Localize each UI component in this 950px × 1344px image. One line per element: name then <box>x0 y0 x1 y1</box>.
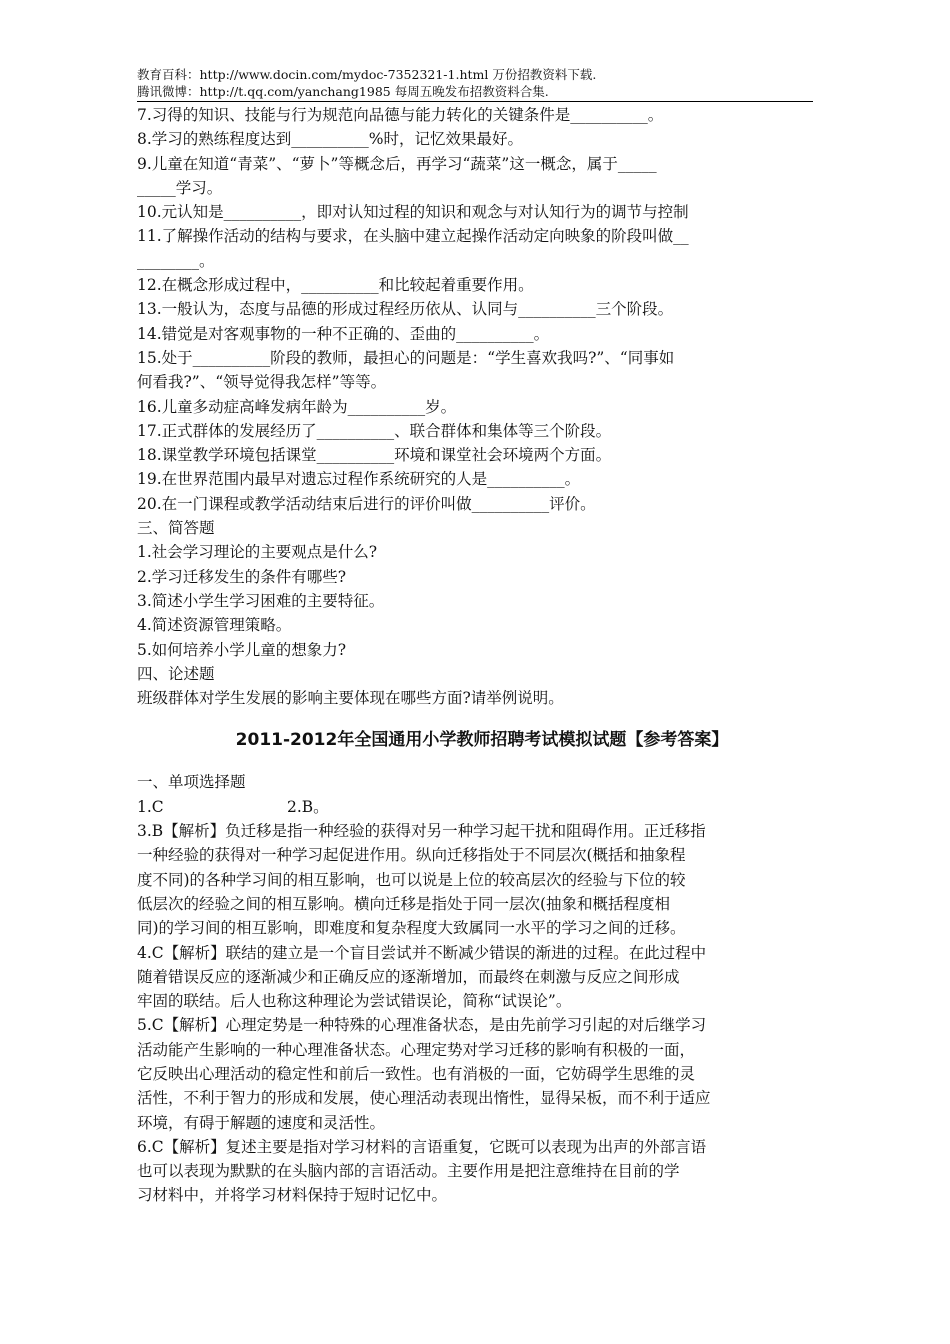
answer-row <box>137 795 817 819</box>
essay-question: 班级群体对学生发展的影响主要体现在哪些方面?请举例说明。 <box>137 689 564 708</box>
fill-blank-line: ________。 <box>137 251 215 270</box>
answer-line: 活动能产生影响的一种心理准备状态。心理定势对学习迁移的影响有积极的一面， <box>137 1040 696 1059</box>
fill-blank-line: 11.了解操作活动的结构与要求，在头脑中建立起操作活动定向映象的阶段叫做__ <box>137 227 689 246</box>
answer-line: 5.C【解析】心理定势是一种特殊的心理准备状态，是由先前学习引起的对后继学习 <box>137 1016 707 1035</box>
fill-blank-line: 17.正式群体的发展经历了__________、联合群体和集体等三个阶段。 <box>137 421 612 440</box>
answer-line: 6.C【解析】复述主要是指对学习材料的言语重复，它既可以表现为出声的外部言语 <box>137 1137 707 1156</box>
document-body <box>137 103 817 1208</box>
answer-line: 环境，有碍于解题的速度和灵活性。 <box>137 1113 386 1132</box>
section-heading-short-answer: 三、简答题 <box>137 519 215 538</box>
answer-line: 同)的学习间的相互影响，即难度和复杂程度大致属同一水平的学习之间的迁移。 <box>137 919 686 938</box>
answer-line: 随着错误反应的逐渐减少和正确反应的逐渐增加，而最终在刺激与反应之间形成 <box>137 967 680 986</box>
fill-blank-line: 7.习得的知识、技能与行为规范向品德与能力转化的关键条件是__________。 <box>137 106 664 124</box>
fill-blank-line: _____学习。 <box>137 178 223 197</box>
answer-line: 它反映出心理活动的稳定性和前后一致性。也有消极的一面，它妨碍学生思维的灵 <box>137 1064 696 1083</box>
fill-blank-line: 9.儿童在知道“青菜”、“萝卜”等概念后，再学习“蔬菜”这一概念，属于_____ <box>137 154 657 173</box>
spacer <box>137 710 817 722</box>
fill-blank-line: 何看我?”、“领导觉得我怎样”等等。 <box>137 373 387 392</box>
short-answer-question: 1.社会学习理论的主要观点是什么? <box>137 543 378 562</box>
answer-line: 牢固的联结。后人也称这种理论为尝试错误论，简称“试误论”。 <box>137 992 572 1011</box>
answer-1: 1.C <box>137 797 164 816</box>
fill-blank-line: 19.在世界范围内最早对遗忘过程作系统研究的人是__________。 <box>137 470 581 489</box>
section-heading-multiple-choice: 一、单项选择题 <box>137 773 246 792</box>
answer-line: 习材料中，并将学习材料保持于短时记忆中。 <box>137 1186 448 1205</box>
fill-blank-line: 14.错觉是对客观事物的一种不正确的、歪曲的__________。 <box>137 324 550 343</box>
answer-line: 一种经验的获得对一种学习起促进作用。纵向迁移指处于不同层次(概括和抽象程 <box>137 846 686 865</box>
section-heading-essay: 四、论述题 <box>137 664 215 683</box>
header-divider <box>137 101 813 102</box>
fill-blank-line: 16.儿童多动症高峰发病年龄为__________岁。 <box>137 397 457 416</box>
header-line-weibo: 腾讯微博：http://t.qq.com/yanchang1985 每周五晚发布招教资料合集. <box>137 84 549 99</box>
answer-line: 活性，不利于智力的形成和发展，使心理活动表现出惰性，显得呆板，而不利于适应 <box>137 1089 711 1108</box>
fill-blank-line: 12.在概念形成过程中，__________和比较起着重要作用。 <box>137 276 534 295</box>
header-line-docin: 教育百科：http://www.docin.com/mydoc-7352321-1.html 万份招教资料下载. <box>137 67 597 82</box>
answer-line: 4.C【解析】联结的建立是一个盲目尝试并不断减少错误的渐进的过程。在此过程中 <box>137 943 707 962</box>
fill-blank-line: 18.课堂教学环境包括课堂__________环境和课堂社会环境两个方面。 <box>137 446 612 465</box>
fill-blank-line: 10.元认知是__________，即对认知过程的知识和观念与对认知行为的调节与控制 <box>137 203 689 222</box>
answer-line: 也可以表现为默默的在头脑内部的言语活动。主要作用是把注意维持在目前的学 <box>137 1162 680 1181</box>
short-answer-question: 3.简述小学生学习困难的主要特征。 <box>137 591 385 610</box>
answer-line: 3.B【解析】负迁移是指一种经验的获得对另一种学习起干扰和阻碍作用。正迁移指 <box>137 822 706 841</box>
fill-blank-line: 20.在一门课程或教学活动结束后进行的评价叫做__________评价。 <box>137 494 596 513</box>
answer-line: 低层次的经验之间的相互影响。横向迁移是指处于同一层次(抽象和概括程度相 <box>137 894 671 913</box>
page-header <box>137 66 813 100</box>
fill-blank-line: 13.一般认为，态度与品德的形成过程经历依从、认同与__________三个阶段。 <box>137 300 674 319</box>
answer-line: 度不同)的各种学习间的相互影响，也可以说是上位的较高层次的经验与下位的较 <box>137 870 686 889</box>
spacer <box>137 758 817 770</box>
short-answer-question: 5.如何培养小学儿童的想象力? <box>137 640 347 659</box>
short-answer-question: 4.简述资源管理策略。 <box>137 616 292 635</box>
short-answer-question: 2.学习迁移发生的条件有哪些? <box>137 567 347 586</box>
answer-2: 2.B。 <box>287 797 329 816</box>
fill-blank-line: 15.处于__________阶段的教师，最担心的问题是：“学生喜欢我吗?”、“同事如 <box>137 348 675 367</box>
answer-key-title: 2011-2012年全国通用小学教师招聘考试模拟试题【参考答案】 <box>235 730 729 751</box>
fill-blank-line: 8.学习的熟练程度达到__________%时，记忆效果最好。 <box>137 130 524 149</box>
